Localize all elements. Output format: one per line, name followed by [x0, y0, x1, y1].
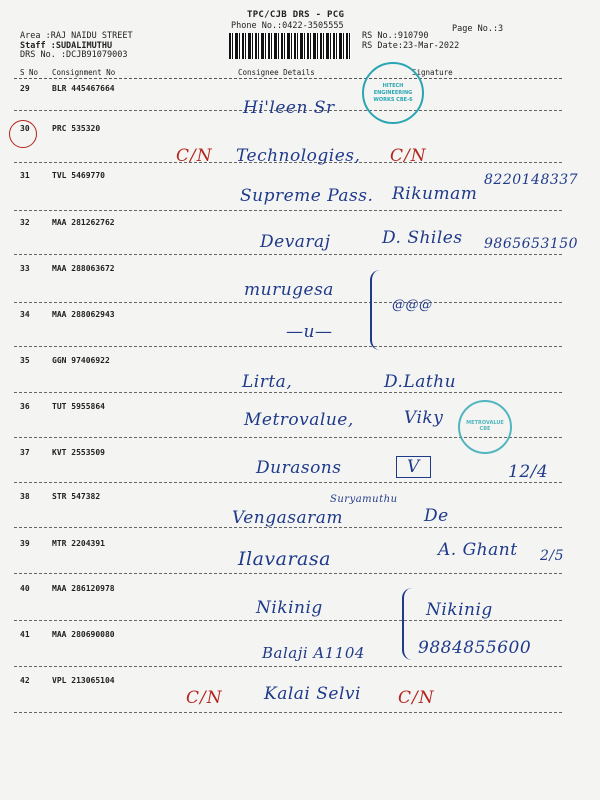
- hw-cn-30-left: C/N: [176, 146, 213, 166]
- hw-signature-37: V: [396, 456, 431, 478]
- hw-consignee-40: Nikinig: [256, 598, 323, 618]
- consignment-number: KVT 2553509: [52, 448, 105, 457]
- consignment-number: MAA 288062943: [52, 310, 115, 319]
- row-number: 32: [20, 218, 30, 227]
- consignment-number: TUT 5955864: [52, 402, 105, 411]
- row-number: 33: [20, 264, 30, 273]
- hw-consignee-42: Kalai Selvi: [264, 684, 361, 704]
- hw-cn-30-right: C/N: [390, 146, 427, 166]
- row-number: 41: [20, 630, 30, 639]
- row-divider: [14, 392, 562, 393]
- row-divider: [14, 254, 562, 255]
- metrovalue-stamp: [458, 400, 512, 454]
- hw-consignee-32: Devaraj: [260, 232, 331, 252]
- phone-number: Phone No.:0422-3505555: [231, 21, 344, 31]
- row-number: 36: [20, 402, 30, 411]
- hw-date-39: 2/5: [540, 548, 565, 564]
- header-divider: [14, 78, 562, 79]
- rs-date: RS Date:23-Mar-2022: [362, 41, 460, 51]
- hw-consignee-29: Hi'leen Sr: [243, 98, 335, 118]
- stamp-text: HITECH ENGINEERING WORKS CBE-6: [373, 82, 413, 103]
- consignment-number: MAA 280690080: [52, 630, 115, 639]
- sheet-title: TPC/CJB DRS - PCG: [247, 10, 345, 20]
- stamp-text: METROVALUE CBE: [466, 420, 504, 432]
- hw-signature-40: Nikinig: [426, 600, 493, 620]
- page-number: Page No.:3: [452, 24, 504, 34]
- bracket-33-34: [370, 270, 380, 350]
- hw-cn-42-right: C/N: [398, 688, 435, 708]
- hw-signature-39: A. Ghant: [438, 540, 518, 560]
- row-divider: [14, 302, 562, 303]
- row-divider: [14, 346, 562, 347]
- company-stamp: [362, 62, 424, 124]
- hw-consignee-31: Supreme Pass.: [240, 186, 374, 206]
- hw-date-37: 12/4: [508, 462, 549, 482]
- hw-signature-36: Viky: [404, 408, 444, 428]
- row-divider: [14, 666, 562, 667]
- row-number: 35: [20, 356, 30, 365]
- drs-number: DRS No. :DCJB91079003: [20, 50, 128, 60]
- hw-consignee-37: Durasons: [256, 458, 342, 478]
- col-consignment: Consignment No: [52, 68, 116, 77]
- hw-consignee-39: Ilavarasa: [238, 548, 331, 570]
- hw-consignee-35: Lirta,: [242, 372, 293, 392]
- row-divider: [14, 712, 562, 713]
- col-consignee: Consignee Details: [238, 68, 315, 77]
- hw-signature-35: D.Lathu: [384, 372, 457, 392]
- consignment-number: TVL 5469770: [52, 171, 105, 180]
- row-divider: [14, 620, 562, 621]
- consignment-number: STR 547382: [52, 492, 101, 501]
- row-divider: [14, 210, 562, 211]
- consignment-number: MAA 288063672: [52, 264, 115, 273]
- hw-above-38: Suryamuthu: [330, 494, 398, 505]
- row-number: 39: [20, 539, 30, 548]
- hw-consignee-30: Technologies,: [236, 146, 361, 166]
- area-field: Area :RAJ NAIDU STREET: [20, 31, 133, 41]
- row-number: 31: [20, 171, 30, 180]
- hw-phone-31: 8220148337: [484, 172, 579, 188]
- row-divider: [14, 573, 562, 574]
- hw-consignee-34: —u—: [286, 322, 333, 342]
- row-number: 34: [20, 310, 30, 319]
- row-number: 37: [20, 448, 30, 457]
- hw-signature-32: D. Shiles: [382, 228, 463, 248]
- barcode: [229, 33, 351, 59]
- col-signature: Signature: [412, 68, 453, 77]
- consignment-number: MAA 286120978: [52, 584, 115, 593]
- staff-field: Staff :SUDALIMUTHU: [20, 41, 113, 51]
- rs-number: RS No.:910790: [362, 31, 429, 41]
- row-number: 29: [20, 84, 30, 93]
- hw-signature-38: De: [424, 506, 449, 526]
- consignment-number: GGN 97406922: [52, 356, 110, 365]
- red-circle-mark: [9, 120, 37, 148]
- hw-consignee-38: Vengasaram: [232, 508, 343, 528]
- col-sno: S No: [20, 68, 39, 77]
- row-number: 42: [20, 676, 30, 685]
- hw-consignee-41: Balaji A1104: [262, 644, 365, 662]
- consignment-number: MTR 2204391: [52, 539, 105, 548]
- consignment-number: PRC 535320: [52, 124, 101, 133]
- row-number: 30: [20, 124, 30, 133]
- bracket-40-41: [402, 588, 412, 660]
- row-divider: [14, 482, 562, 483]
- hw-signature-31: Rikumam: [392, 184, 478, 204]
- hw-consignee-33: murugesa: [244, 280, 334, 300]
- hw-signature-33: @@@: [392, 298, 433, 313]
- row-number: 40: [20, 584, 30, 593]
- hw-consignee-36: Metrovalue,: [244, 410, 354, 430]
- consignment-number: VPL 213065104: [52, 676, 115, 685]
- row-number: 38: [20, 492, 30, 501]
- hw-phone-41: 9884855600: [418, 638, 532, 658]
- consignment-number: MAA 281262762: [52, 218, 115, 227]
- hw-phone-32: 9865653150: [484, 236, 579, 252]
- hw-cn-42-left: C/N: [186, 688, 223, 708]
- consignment-number: BLR 445467664: [52, 84, 115, 93]
